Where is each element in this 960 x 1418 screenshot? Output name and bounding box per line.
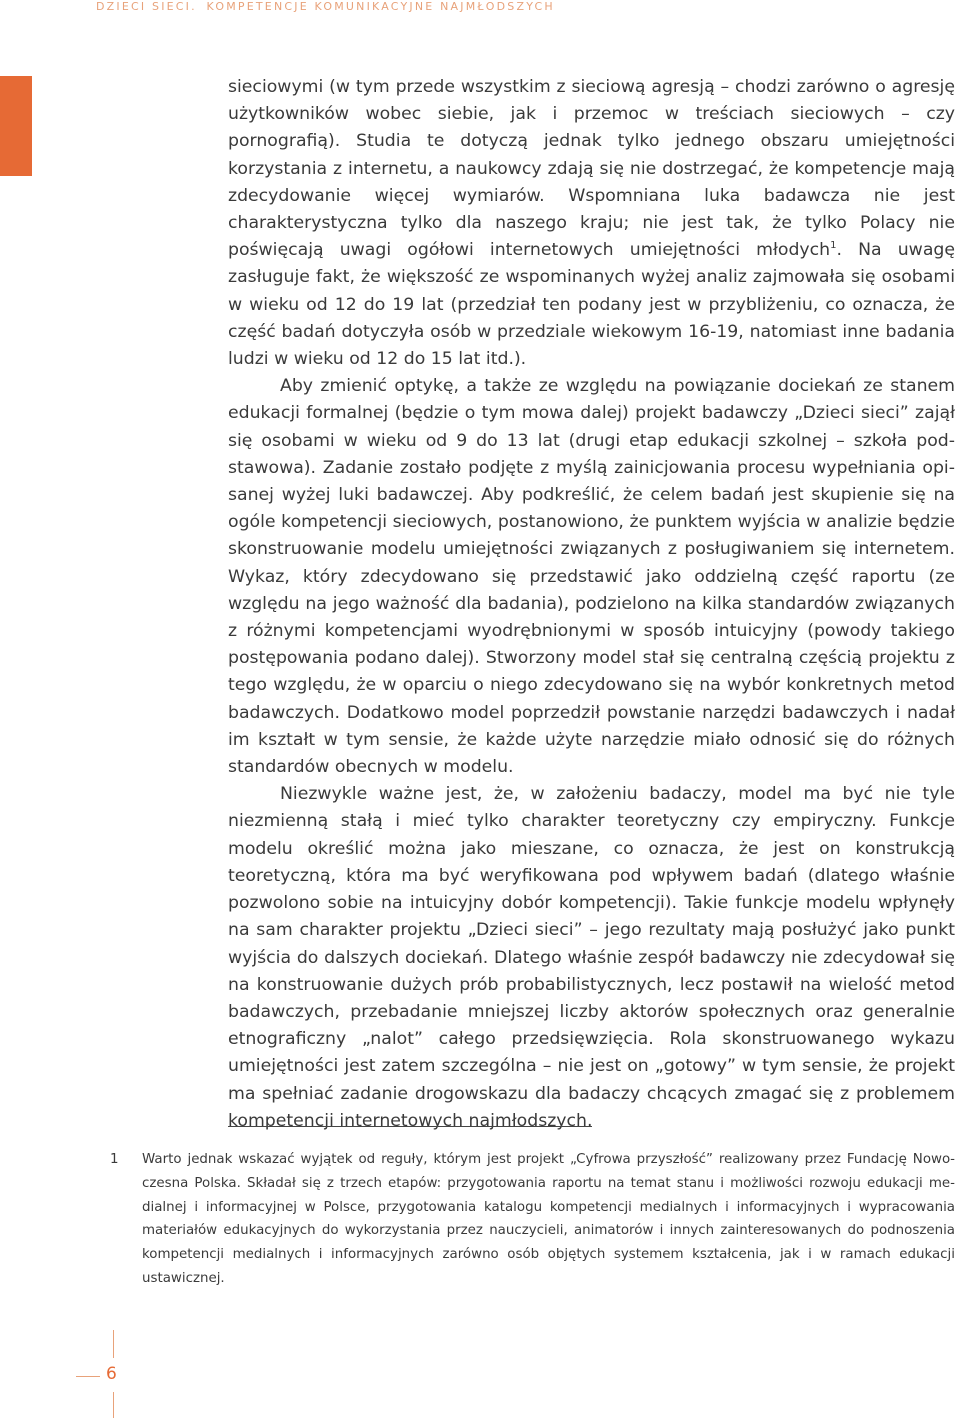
page-marker bbox=[0, 1330, 140, 1418]
page-marker-line-bottom bbox=[113, 1392, 114, 1418]
footnote-reference[interactable]: 1 bbox=[830, 240, 837, 252]
footnote-separator bbox=[228, 1126, 592, 1127]
running-header bbox=[96, 0, 555, 13]
page-marker-line-top bbox=[113, 1330, 114, 1358]
paragraph-1-text-b: . Na uwagę zasługuje fakt, że większość ze wspominanych wyżej analiz zajmowała się osobami w wieku od 12 do 19 lat (przedział ten podany jest w przybliżeniu, co oznacza, że część badań dotyczyła osób w przedziale wiekowym 16-19, natomiast inne badania ludzi w wieku od 12 do 15 lat itd.). bbox=[228, 240, 956, 370]
main-text bbox=[228, 74, 955, 1135]
paragraph-2: Aby zmienić optykę, a także ze względu na powiązanie dociekań ze stanem edukacji formalnej (będzie o tym mowa dalej) projekt badawczy „Dzieci sieci” zajął się osobami w wieku od 9 do 13 lat (drugi etap edukacji szkolnej – szkoła podstawowa). Zadanie zostało podjęte z myślą zainicjowania procesu wypełniania opisanej wyżej luki badawczej. Aby podkreślić, że celem badań jest skupienie się na ogóle kompetencji sieciowych, postanowiono, że punktem wyjścia w analizie będzie skonstruowanie modelu umiejętności związanych z posługiwaniem się internetem. Wykaz, który zdecydowano się przedstawić jako oddzielną część raportu (ze względu na jego ważność dla badania), podzielono na kilka standardów związanych z różnymi kompetencjami wyodrębnionymi w sposób intuicyjny (powody takiego postępowania podano dalej). Stworzony model stał się centralną częścią projektu z tego względu, że w oparciu o niego zdecydowano się na wybór konkretnych metod badawczych. Dodatkowo model poprzedził powstanie narzędzi badawczych i nadał im kształt w tym sensie, że każde użyte narzędzie miało odnosić się do różnych standardów obecnych w modelu. bbox=[228, 376, 955, 778]
running-header-subtitle: KOMPETENCJE KOMUNIKACYJNE NAJMŁODSZYCH bbox=[206, 0, 555, 13]
page-marker-line-horizontal bbox=[76, 1376, 100, 1377]
footnote-text: Warto jednak wskazać wyjątek od reguły, którym jest projekt „Cyfrowa przyszłość” realizowany przez Fundację Nowoczesna Polska. Składał się z trzech etapów: przygotowania raportu na temat stanu i możliwości rozwoju edukacji medialnej i informacyjnej w Polsce, przygotowania katalogu kompetencji medialnych i informacyjnych i wypracowania materiałów edukacyjnych do wykorzystania przez nauczycieli, animatorów i innych zainteresowanych do podnoszenia kompetencji medialnych i informacyjnych zarówno osób objętych systemem kształcenia, jak i w ramach edukacji ustawicznej. bbox=[142, 1152, 955, 1286]
paragraph-1 bbox=[228, 74, 955, 373]
paragraph-3: Niezwykle ważne jest, że, w założeniu badaczy, model ma być nie tyle niezmienną stałą i mieć tylko charakter teoretyczny czy empiryczny. Funkcje modelu określić można jako mieszane, co oznacza, że jest on konstrukcją teoretyczną, która ma być weryfikowana pod wpływem badań (dlatego właśnie pozwolono sobie na intuicyjny dobór kompetencji). Takie funkcje modelu wpłynęły na sam charakter projektu „Dzieci sieci” – jego rezultaty mają posłużyć jako punkt wyjścia do dalszych dociekań. Dlatego właśnie zespół badawczy nie zdecydował się na konstruowanie dużych prób probabilistycznych, lecz postawił na wielość metod badawczych, przebadanie mniejszej liczby aktorów społecznych oraz generalnie etnograficzny „nalot” całego przedsięwzięcia. Rola skonstruowanego wykazu umiejętności jest zatem szczególna – nie jest on „gotowy” w tym sensie, że projekt ma spełniać zadanie drogowskazu dla badaczy chcących zmagać się z problemem kompetencji internetowych najmłodszych. bbox=[228, 784, 955, 1131]
footnote bbox=[96, 1148, 955, 1291]
footnotes bbox=[96, 1148, 955, 1291]
page-number: 6 bbox=[106, 1364, 117, 1384]
accent-bar bbox=[0, 76, 32, 176]
paragraph-1-text-a: sieciowymi (w tym przede wszystkim z sieciową agresją – chodzi zarówno o agresję użytkowników wobec siebie, jak i przemoc w treściach sieciowych – czy pornografią). Studia te dotyczą jednak tylko jednego obszaru umiejętności korzystania z internetu, a naukowcy zdają się nie dostrzegać, że kompetencje mają zdecydowanie więcej wymiarów. Wspomniana luka badawcza nie jest charakterystyczna tylko dla naszego kraju; nie jest tak, że tylko Polacy nie poświęcają uwagi ogółowi internetowych umiejętności młodych bbox=[228, 77, 955, 261]
running-header-series: DZIECI SIECI. bbox=[96, 0, 197, 13]
footnote-number: 1 bbox=[110, 1152, 119, 1167]
